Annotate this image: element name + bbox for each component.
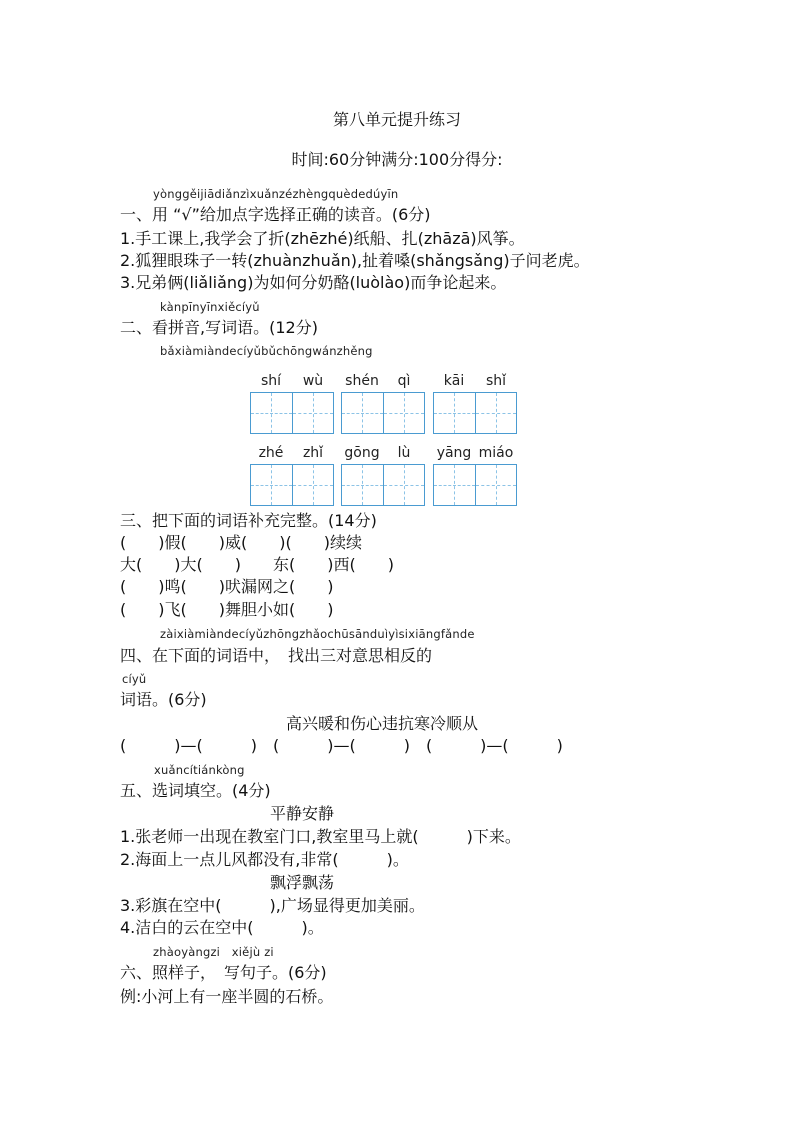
s5-line-4: 4.洁白的云在空中( )。 xyxy=(120,918,324,937)
grid-pinyin: qì xyxy=(397,373,411,389)
s4-pinyin: zàixiàmiàndecíyǔzhōngzhǎochūsānduìyìsixiāngfǎnde xyxy=(160,627,475,641)
grid-pinyin: zhǐ xyxy=(302,445,324,461)
s5-word-bank-2: 飘浮飘荡 xyxy=(270,873,335,892)
writing-box[interactable] xyxy=(250,392,334,434)
s5-word-bank-1: 平静安静 xyxy=(270,804,335,823)
grid-pinyin: kāi xyxy=(443,373,465,389)
s4-heading: 四、在下面的词语中， 找出三对意思相反的 xyxy=(120,646,433,665)
s1-line-2: 2.狐狸眼珠子一转(zhuànzhuǎn),扯着嗓(shǎngsǎng)子问老虎。 xyxy=(120,251,590,270)
grid-pinyin: shí xyxy=(260,373,282,389)
grid-pinyin: yāng xyxy=(436,445,472,461)
s5-line-2: 2.海面上一点儿风都没有,非常( )。 xyxy=(120,850,409,869)
s5-line-3: 3.彩旗在空中( ),广场显得更加美丽。 xyxy=(120,896,425,915)
grid-pinyin: shǐ xyxy=(485,373,507,389)
grid-pinyin: miáo xyxy=(478,445,514,461)
s3-line-4: ( )飞( )舞胆小如( ) xyxy=(120,600,334,619)
s4-word-bank: 高兴暖和伤心违抗寒冷顺从 xyxy=(286,714,479,733)
s6-heading: 六、照样子， 写句子。(6分) xyxy=(120,963,327,982)
s3-line-1: ( )假( )威( )( )续续 xyxy=(120,533,362,552)
s4-pinyin-2: cíyǔ xyxy=(122,672,147,686)
s5-pinyin: xuǎncítiánkòng xyxy=(154,763,245,777)
s1-heading: 一、用 “√”给加点字选择正确的读音。(6分) xyxy=(120,205,431,224)
s1-pinyin: yònggěijiādiǎnzìxuǎnzézhèngquèdedúyīn xyxy=(153,187,399,201)
writing-box[interactable] xyxy=(250,464,334,506)
s3-heading: 三、把下面的词语补充完整。(14分) xyxy=(120,511,377,530)
s5-line-1: 1.张老师一出现在教室门口,教室里马上就( )下来。 xyxy=(120,827,521,846)
s3-line-2: 大( )大( ) 东( )西( ) xyxy=(120,555,394,574)
writing-box[interactable] xyxy=(341,392,425,434)
s2-pinyin-2: bǎxiàmiàndecíyǔbǔchōngwánzhěng xyxy=(160,344,373,358)
writing-box[interactable] xyxy=(433,464,517,506)
grid-pinyin: wù xyxy=(302,373,324,389)
s2-pinyin: kànpīnyīnxiěcíyǔ xyxy=(160,300,260,314)
s2-heading: 二、看拼音,写词语。(12分) xyxy=(120,318,318,337)
s3-line-3: ( )鸣( )吠漏网之( ) xyxy=(120,577,334,596)
writing-box[interactable] xyxy=(341,464,425,506)
writing-box[interactable] xyxy=(433,392,517,434)
grid-pinyin: gōng xyxy=(344,445,380,461)
grid-pinyin: shén xyxy=(345,373,379,389)
grid-pinyin: zhé xyxy=(258,445,284,461)
page-subtitle: 时间:60分钟满分:100分得分: xyxy=(291,150,503,169)
s4-heading-2: 词语。(6分) xyxy=(120,690,207,709)
s6-pinyin: zhàoyàngzi xiějù zi xyxy=(153,945,274,959)
s4-answer-blanks[interactable]: ( )—( ) ( )—( ) ( )—( ) xyxy=(120,736,563,755)
s1-line-3: 3.兄弟俩(liǎliǎng)为如何分奶酪(luòlào)而争论起来。 xyxy=(120,273,507,292)
page-title: 第八单元提升练习 xyxy=(332,110,461,129)
s5-heading: 五、选词填空。(4分) xyxy=(120,781,271,800)
s1-line-1: 1.手工课上,我学会了折(zhēzhé)纸船、扎(zhāzā)风筝。 xyxy=(120,229,525,248)
grid-pinyin: lù xyxy=(397,445,411,461)
s6-example: 例:小河上有一座半圆的石桥。 xyxy=(120,987,334,1006)
